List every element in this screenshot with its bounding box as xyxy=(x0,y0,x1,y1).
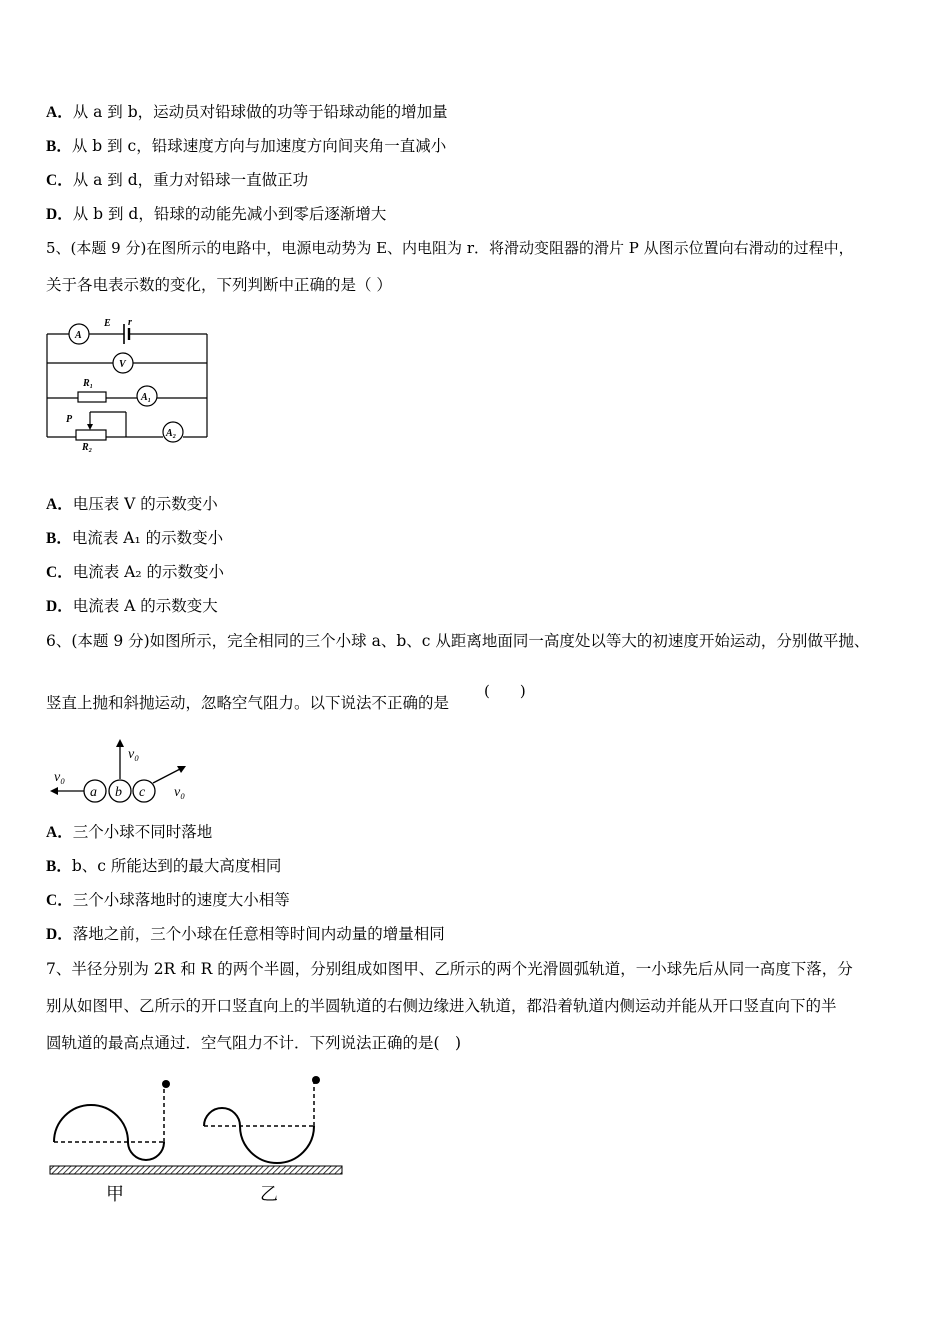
figure-jia-label: 甲 xyxy=(106,1184,124,1205)
option-letter: C． xyxy=(46,564,73,581)
q5-option-a xyxy=(46,494,218,515)
q7-stem-line2: 别从如图甲、乙所示的开口竖直向上的半圆轨道的右侧边缘进入轨道，都沿着轨道内侧运动并能从开口竖直向下的半 xyxy=(46,997,837,1015)
v0-right-label: v₀ xyxy=(174,785,186,800)
option-letter: B． xyxy=(46,138,72,155)
option-letter: B． xyxy=(46,530,72,547)
option-text: 电流表 A₁ 的示数变小 xyxy=(71,529,224,547)
q6-option-a xyxy=(46,822,212,843)
option-text: 从 b 到 c，铅球速度方向与加速度方向间夹角一直减小 xyxy=(71,137,447,155)
q6-answer-paren: ( ) xyxy=(484,682,526,700)
q7-stem-line1: 7、半径分别为 2R 和 R 的两个半圆，分别组成如图甲、乙所示的两个光滑圆弧轨道，一小球先后从同一高度下落，分 xyxy=(46,960,853,978)
option-letter: A． xyxy=(46,104,73,121)
r1-label: R₁ xyxy=(83,378,94,389)
q7-semicircle-tracks-figure xyxy=(44,1068,344,1210)
q6-option-c xyxy=(46,890,290,911)
v0-left-label: v₀ xyxy=(54,770,66,785)
option-letter: C． xyxy=(46,892,73,909)
ball-a-label: a xyxy=(90,785,97,800)
ammeter-a2-label: A₂ xyxy=(166,428,177,439)
figure-yi-label: 乙 xyxy=(260,1184,278,1205)
option-text: 三个小球不同时落地 xyxy=(72,823,213,841)
ball-b-label: b xyxy=(115,785,122,800)
option-text: 从 b 到 d，铅球的动能先减小到零后逐渐增大 xyxy=(72,205,387,223)
option-letter: A． xyxy=(46,824,73,841)
q5-circuit-diagram xyxy=(40,312,220,454)
q5-stem-line1: 5、(本题 9 分)在图所示的电路中，电源电动势为 E、内电阻为 r．将滑动变阻器的滑片 P 从图示位置向右滑动的过程中， xyxy=(46,239,854,257)
option-text: 从 a 到 d，重力对铅球一直做正功 xyxy=(72,171,309,189)
option-text: 落地之前，三个小球在任意相等时间内动量的增量相同 xyxy=(72,925,445,943)
option-letter: C． xyxy=(46,172,73,189)
q6-three-balls-figure xyxy=(46,736,206,808)
option-letter: D． xyxy=(46,206,73,223)
option-letter: D． xyxy=(46,926,73,943)
q5-option-b xyxy=(46,528,223,549)
q6-option-b xyxy=(46,856,281,877)
q6-stem-line2: 竖直上抛和斜抛运动，忽略空气阻力。以下说法不正确的是 xyxy=(46,694,450,712)
q4-option-a xyxy=(46,102,448,123)
option-letter: D． xyxy=(46,598,73,615)
q5-option-d xyxy=(46,596,218,617)
option-letter: B． xyxy=(46,858,72,875)
internal-resistance-label: r xyxy=(128,317,132,328)
option-text: 从 a 到 b，运动员对铅球做的功等于铅球动能的增加量 xyxy=(72,103,448,121)
q4-option-c xyxy=(46,170,308,191)
option-letter: A． xyxy=(46,496,73,513)
option-text: 三个小球落地时的速度大小相等 xyxy=(72,891,290,909)
q5-stem-line2: 关于各电表示数的变化，下列判断中正确的是（ ） xyxy=(46,276,392,294)
option-text: b、c 所能达到的最大高度相同 xyxy=(71,857,282,875)
q6-option-d xyxy=(46,924,445,945)
r2-label: R₂ xyxy=(82,442,93,453)
option-text: 电流表 A₂ 的示数变小 xyxy=(72,563,224,581)
ammeter-a1-label: A₁ xyxy=(141,392,152,403)
slider-p-label: P xyxy=(66,414,73,425)
q5-option-c xyxy=(46,562,224,583)
v0-up-label: v₀ xyxy=(128,747,140,762)
q4-option-d xyxy=(46,204,386,225)
q4-option-b xyxy=(46,136,446,157)
q6-stem-line1: 6、(本题 9 分)如图所示，完全相同的三个小球 a、b、c 从距离地面同一高度处以等大的初速度开始运动，分别做平抛、 xyxy=(46,632,870,650)
ball-c-label: c xyxy=(139,785,146,800)
option-text: 电流表 A 的示数变大 xyxy=(72,597,218,615)
q7-stem-line3: 圆轨道的最高点通过．空气阻力不计．下列说法正确的是( ) xyxy=(46,1034,462,1052)
option-text: 电压表 V 的示数变小 xyxy=(72,495,218,513)
ammeter-a-label: A xyxy=(75,330,82,341)
voltmeter-label: V xyxy=(119,359,126,370)
emf-label: E xyxy=(104,318,111,329)
